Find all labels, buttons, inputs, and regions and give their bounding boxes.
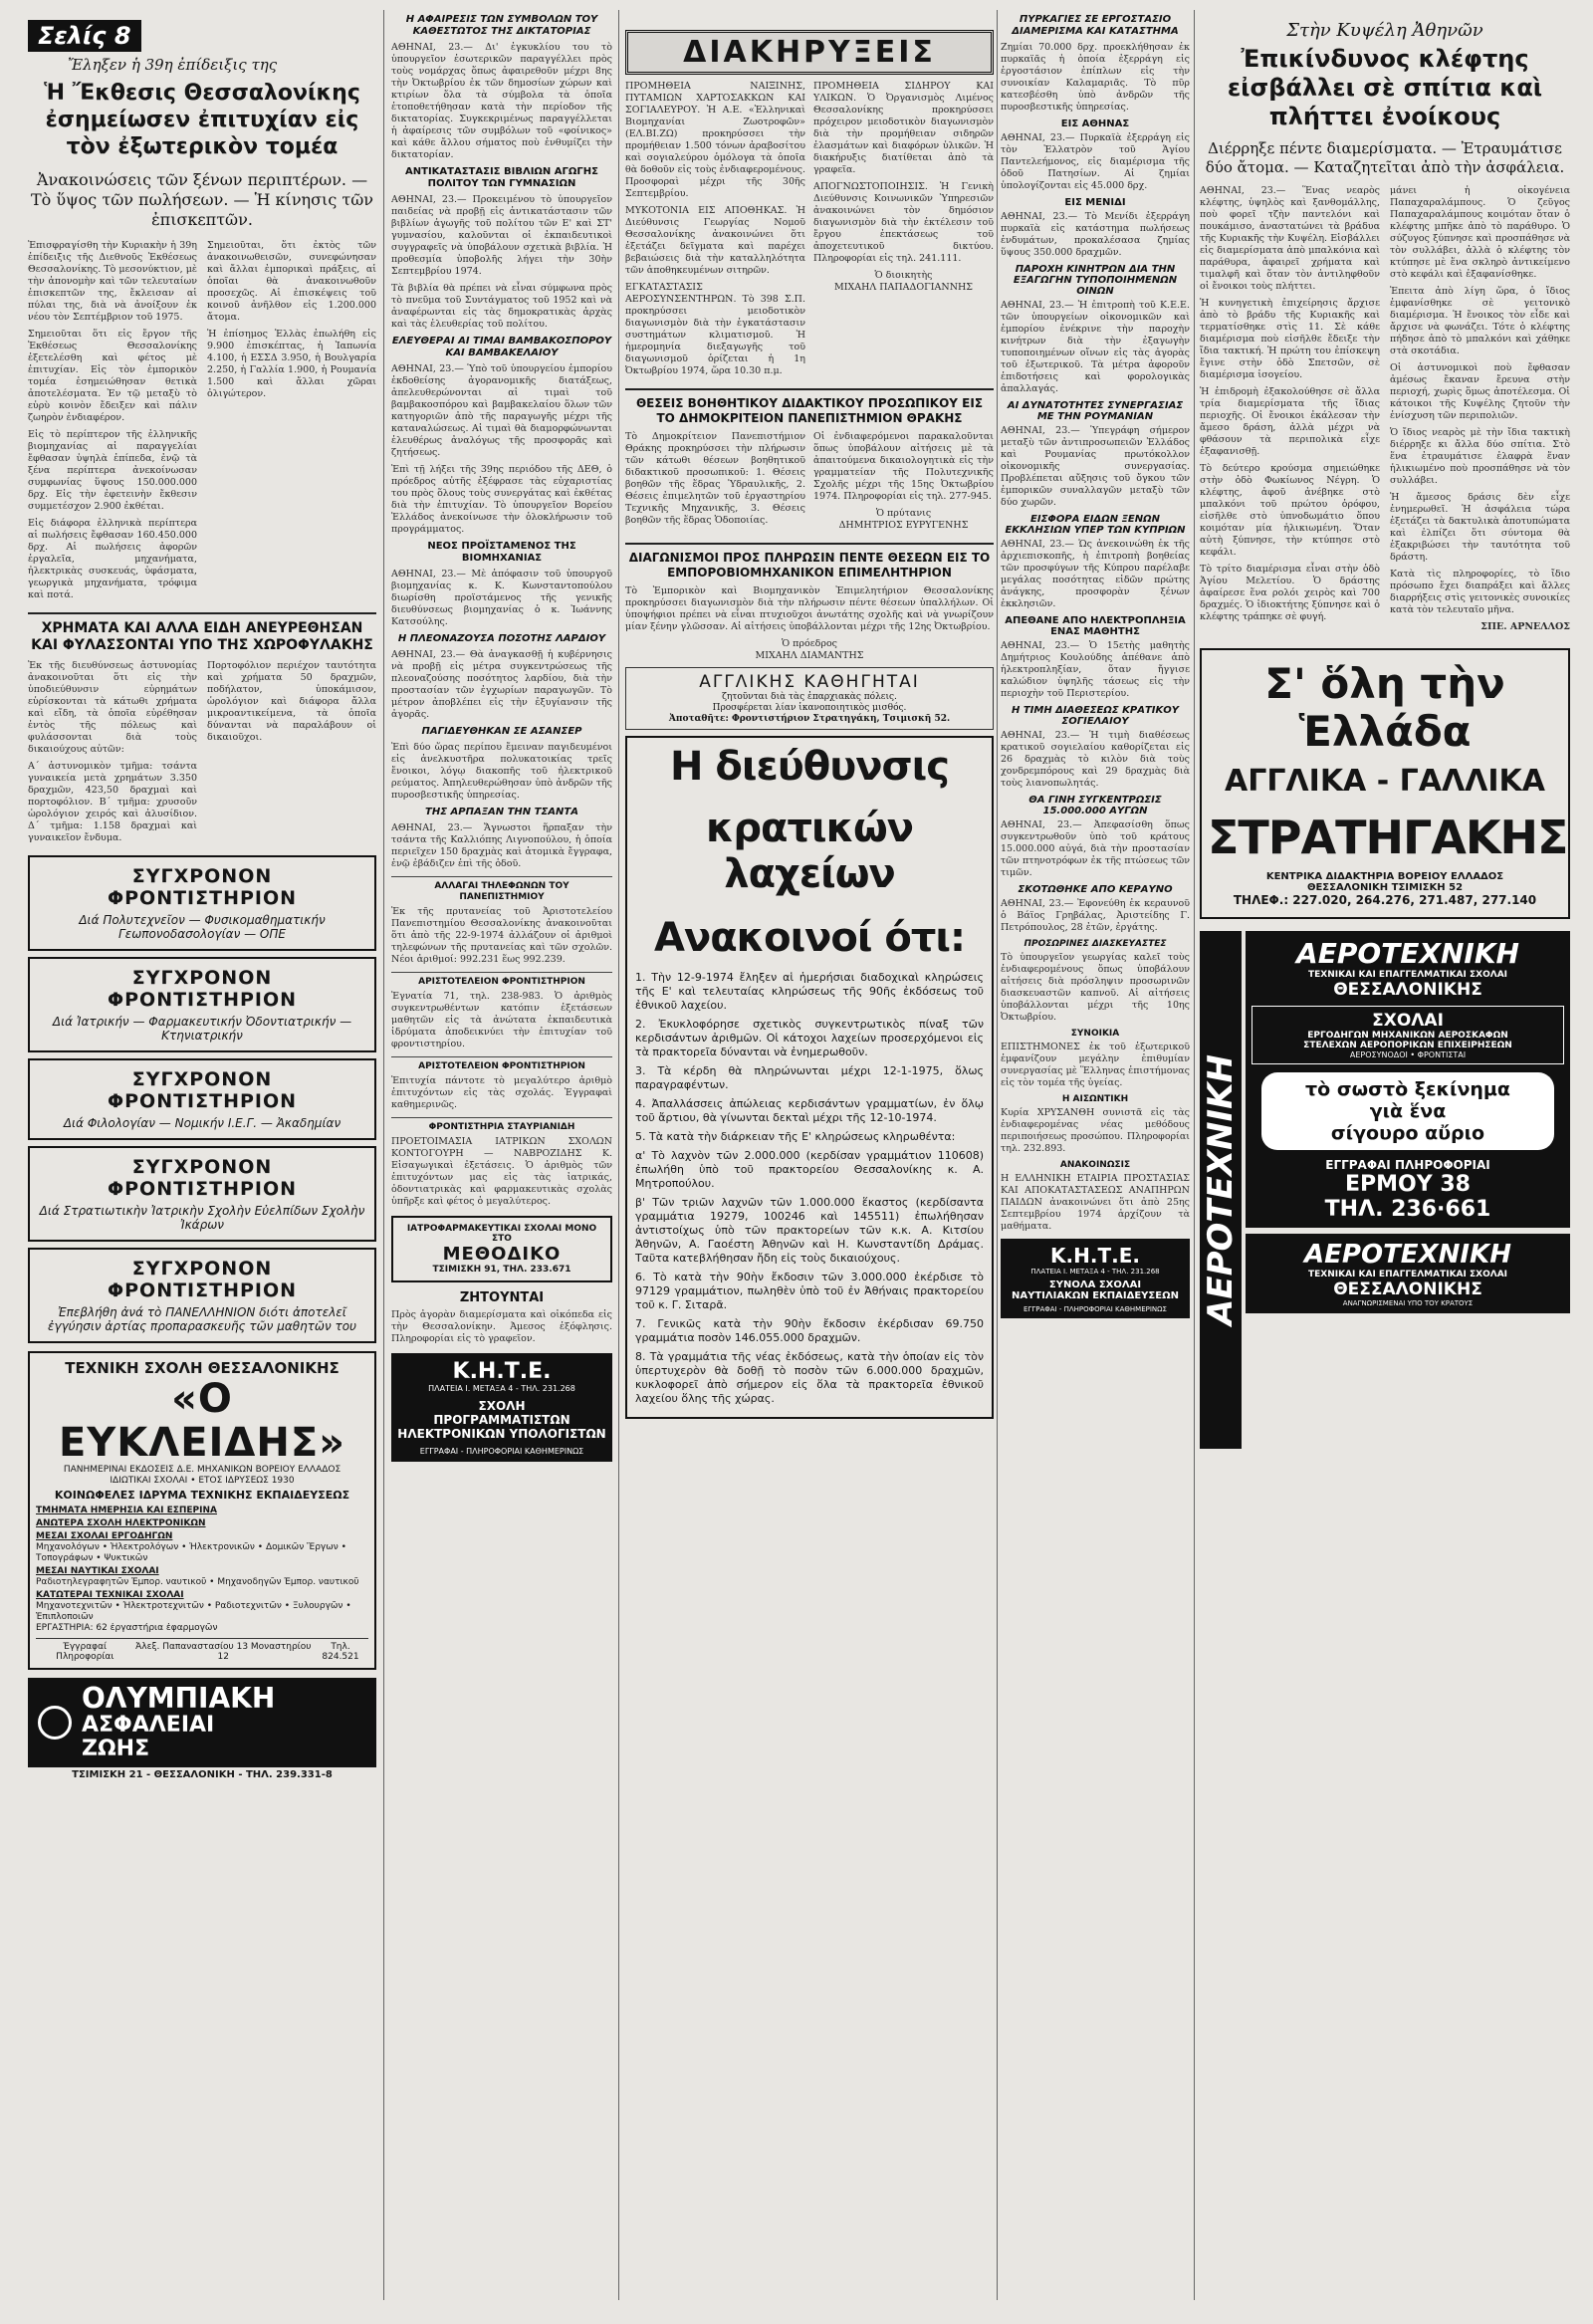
- lottery-item: 6. Τὸ κατὰ τὴν 90ὴν ἔκδοσιν τῶν 3.000.000 ἐκέρδισε τὸ 97129 γραμμάτιον, πωληθὲν ὑπὸ τοῦ ἐν Ἀθήναις πρακτορείου τοῦ κ. Γ. Σιταρᾶ.: [635, 1271, 984, 1311]
- article-headline: ΑΠΕΘΑΝΕ ΑΠΟ ΗΛΕΚΤΡΟΠΛΗΞΙΑ ΕΝΑΣ ΜΑΘΗΤΗΣ: [1005, 615, 1186, 637]
- frontistirion-line: Διά Φιλολογίαν — Νομικήν Ι.Ε.Γ. — Ἀκαδημίαν: [63, 1116, 341, 1130]
- article-headline: ΕΙΣ ΑΘΗΝΑΣ: [1060, 118, 1130, 129]
- paragraph: ΑΘΗΝΑΙ, 23.— Ἕνας νεαρὸς κλέφτης, ὑψηλὸς καὶ ξανθομάλλης, ποὺ φορεῖ τζὴν παντελόνι καὶ πουκάμισο, ἀναστατώνει τὰ βράδυα τῆς Κυριακῆς τὴν Κυψέλη. Εἰσβάλλει εἰς διαμερίσματα ἀπὸ μπαλκόνια καὶ παράθυρα, ἀφαιρεῖ χρήματα καὶ τιμαλφῆ καὶ ὅταν τὸν ἀντιληφθοῦν οἱ ἔνοικοι τοὺς πλήττει.: [1200, 185, 1380, 292]
- paragraph: Οἱ ἐνδιαφερόμενοι παρακαλοῦνται ὅπως ὑποβάλουν αἰτήσεις μὲ τὰ ἀπαιτούμενα δικαιολογητικὰ εἰς τὴν γραμματείαν τῆς Πολυτεχνικῆς Σχολῆς μέχρι τῆς 15ης Ὀκτωβρίου 1974. Πληροφορίαι εἰς τηλ. 277-945.: [813, 431, 994, 502]
- lottery-item: 2. Ἐκυκλοφόρησε σχετικὸς συγκεντρωτικὸς πίναξ τῶν κερδισάντων ἀριθμῶν. Οἱ κάτοχοι λαχείων προσερχόμενοι εἰς τὰ πρακτορεῖα δύνανται νὰ ἐνημερωθοῦν.: [635, 1018, 984, 1058]
- paragraph: Ἐπὶ τῇ λήξει τῆς 39ης περιόδου τῆς ΔΕΘ, ὁ πρόεδρος αὐτῆς ἐξέφρασε τὰς εὐχαριστίας του πρὸς ὅλους τοὺς συνεργάτας καὶ ἐκθέτας διὰ τὴν ἐπιτυχίαν. Τὸ ὑπουργεῖον Βορείου Ἑλλάδος ἀνεκοίνωσε τὴν ὁλοκλήρωσιν τοῦ προγράμματος.: [391, 464, 612, 535]
- aero-title: ΑΕΡΟΤΕΧΝΙΚΗ: [1304, 1240, 1511, 1270]
- aerotechniki-ad-2: [1246, 1234, 1570, 1313]
- deck: Διέρρηξε πέντε διαμερίσματα. — Ἐτραυμάτισε δύο ἄτομα. — Καταζητεῖται ἀπὸ τὴν ἀσφάλεια.: [1205, 139, 1565, 176]
- lottery-item: 5. Τὰ κατὰ τὴν διάρκειαν τῆς Ε' κληρώσεως κληρωθέντα:: [635, 1130, 956, 1143]
- eukleidis-tel: Τηλ. 824.521: [322, 1642, 359, 1662]
- signature: Ὁ διοικητὴς ΜΙΧΑΗΛ ΠΑΠΑΔΟΓΙΑΝΝΗΣ: [833, 270, 974, 293]
- article-columns: [28, 240, 376, 606]
- article-headline: ΑΝΤΙΚΑΤΑΣΤΑΣΙΣ ΒΙΒΛΙΩΝ ΑΓΩΓΗΣ ΠΟΛΙΤΟΥ ΤΩΝ ΓΥΜΝΑΣΙΩΝ: [405, 166, 598, 189]
- frontistirion-line: Διά Πολυτεχνεῖον — Φυσικομαθηματικήν Γεωπονοδασολογίαν — ΟΠΕ: [79, 913, 326, 941]
- eukleidis-heading: ΤΕΧΝΙΚΗ ΣΧΟΛΗ ΘΕΣΣΑΛΟΝΙΚΗΣ: [65, 1359, 340, 1377]
- paragraph: ΜΥΚΟΤΟΝΙΑ ΕΙΣ ΑΠΟΘΗΚΑΣ. Ἡ Διεύθυνσις Γεωργίας Νομοῦ Θεσσαλονίκης ἀνακοινώνει ὅτι ἐξετάζει δεῖγματα καὶ παρέχει βεβαιώσεις διὰ τὴν καταλληλότητα τῶν ἀποθηκευμένων σιτηρῶν.: [625, 205, 805, 276]
- olympiaki-ad: [28, 1678, 376, 1767]
- ad-line: Προσφέρεται λίαν ἱκανοποιητικὸς μισθός.: [712, 703, 907, 713]
- column-3: [625, 0, 994, 2324]
- column-divider: [618, 10, 619, 2300]
- paragraph: Εἰς τὸ περίπτερον τῆς ἑλληνικῆς βιομηχανίας αἱ παραγγελίαι ἔφθασαν ὑψηλὰ ἐπίπεδα, ἐνῷ τὰ ξένα περίπτερα ἀνεκοίνωσαν συμφωνίας ὕψους 150.000.000 δρχ. Εἰς τὴν ἐφετεινὴν ἔκθεσιν συμμετέσχον 2.900 ἐκθέται.: [28, 429, 197, 512]
- paragraph: ΑΘΗΝΑΙ, 23.— Πυρκαϊὰ ἐξερράγη εἰς τὸν Ἐλλατρὸν τοῦ Ἁγίου Παντελεήμονος, εἰς διαμέρισμα τῆς ὁδοῦ Πατησίων. Αἱ ζημίαι ὑπολογίζονται εἰς 45.000 δρχ.: [1001, 132, 1190, 191]
- paragraph: ΕΓΚΑΤΑΣΤΑΣΙΣ ΑΕΡΟΣΥΝΣΕΝΤΗΡΩΝ. Τὸ 398 Σ.Π. προκηρύσσει μειοδοτικὸν διαγωνισμὸν διὰ τὴν ἐγκατάστασιν συστημάτων κλιματισμοῦ. Ἡ ἡμερομηνία διεξαγωγῆς τοῦ διαγωνισμοῦ ὁρίζεται ἡ 1η Ὀκτωβρίου 1974, ὥρα 10.30 π.μ.: [625, 282, 805, 376]
- iatro-address: ΤΣΙΜΙΣΚΗ 91, ΤΗΛ. 233.671: [432, 1265, 571, 1275]
- paragraph: ΑΘΗΝΑΙ, 23.— Δι' ἐγκυκλίου του τὸ ὑπουργεῖον ἐσωτερικῶν παραγγέλλει πρὸς τοὺς νομάρχας ὅπως ἀφαιρεθοῦν μέχρι 8ης τὴν Ὀκτωβρίου ἐκ τῶν δημοσίων χώρων καὶ κτιρίων ὅλα τὰ σύμβολα τὰ ὁποῖα ἐτοποθετήθησαν κατὰ τὴν περίοδον τῆς δικτατορίας. Συγκεκριμένως παραγγέλλεται ἡ ἀφαίρεσις τῶν συμβόλων τοῦ «φοίνικος» καὶ κάθε ἄλλου σήματος ποὺ ἐνθυμίζει τὴν δικτατορίαν.: [391, 42, 612, 160]
- announcement-body: Ἐκ τῆς πρυτανείας τοῦ Ἀριστοτελείου Πανεπιστημίου Θεσσαλονίκης ἀνακοινοῦται ὅτι ἀπὸ τῆς 22-9-1974 ἀλλάζουν οἱ ἀριθμοὶ τηλεφώνων τῆς πρυτανείας καὶ τῶν σχολῶν. Νέοι ἀριθμοί: 992.231 ἕως 992.239.: [391, 906, 612, 965]
- paragraph: Οἱ ἀστυνομικοὶ ποὺ ἔφθασαν ἀμέσως ἔκαναν ἔρευνα στὴν περιοχή, χωρὶς ὅμως ἀποτέλεσμα. Οἱ κάτοικοι τῆς Κυψέλης ζητοῦν τὴν ἐνίσχυση τῶν περιπολιῶν.: [1390, 362, 1570, 421]
- paragraph: Τὸ ὑπουργεῖον γεωργίας καλεῖ τοὺς ἐνδιαφερομένους ὅπως ὑποβάλουν αἰτήσεις διὰ πρόσληψιν προσωρινῶν διασκευαστῶν καπνοῦ. Αἱ αἰτήσεις ὑποβάλλονται μέχρι τῆς 10ης Ὀκτωβρίου.: [1001, 952, 1190, 1023]
- article-headline: ΤΗΣ ΑΡΠΑΞΑΝ ΤΗΝ ΤΣΑΝΤΑ: [425, 807, 578, 817]
- lottery-item: 1. Τὴν 12-9-1974 ἔληξεν αἱ ἡμερήσιαι διαδοχικαὶ κληρώσεις τῆς Ε' καὶ τελευταίας κληρώσεως τῆς 90ῆς ἐκδόσεως τοῦ ἐθνικοῦ λαχείου.: [635, 971, 984, 1012]
- aero-line: τὸ σωστὸ ξεκίνημα: [1305, 1078, 1510, 1100]
- ad-title: ΑΓΓΛΙΚΗΣ ΚΑΘΗΓΗΤΑΙ: [699, 672, 920, 692]
- announcement-title: ΑΛΛΑΓΑΙ ΤΗΛΕΦΩΝΩΝ ΤΟΥ ΠΑΝΕΠΙΣΤΗΜΙΟΥ: [434, 881, 569, 902]
- aero-sub: ΤΕΧΝΙΚΑΙ ΚΑΙ ΕΠΑΓΓΕΛΜΑΤΙΚΑΙ ΣΧΟΛΑΙ: [1307, 970, 1508, 980]
- eukleidis-sub: ΠΑΝΗΜΕΡΙΝΑΙ ΕΚΔΟΣΕΙΣ Δ.Ε. ΜΗΧΑΝΙΚΩΝ ΒΟΡΕΙΟΥ ΕΛΛΑΔΟΣ: [63, 1465, 341, 1475]
- aero-line: ΕΓΓΡΑΦΑΙ ΠΛΗΡΟΦΟΡΙΑΙ: [1325, 1158, 1490, 1172]
- lottery-item: 7. Γενικῶς κατὰ τὴν 90ὴν ἔκδοσιν ἐκέρδισαν 69.750 γραμμάτια ποσὸν 146.055.000 δραχμῶν.: [635, 1317, 984, 1344]
- olympiaki-title: ΟΛΥΜΠΙΑΚΗ: [82, 1682, 276, 1715]
- paragraph: Ἐπὶ δύο ὥρας περίπου ἔμειναν παγιδευμένοι εἰς ἀνελκυστῆρα πολυκατοικίας τρεῖς ἔνοικοι, λόγῳ διακοπῆς τοῦ ἠλεκτρικοῦ ρεύματος. Ἀπηλευθερώθησαν ὑπὸ ἀνδρῶν τῆς πυροσβεστικῆς ὑπηρεσίας.: [391, 742, 612, 801]
- aerotechniki-ad: [1246, 931, 1570, 1228]
- eukleidis-list: [36, 1506, 368, 1634]
- lottery-item: 4. Ἀπαλλάσσεις ἀπώλειας κερδισάντων γραμματίων, ἐν ὅλῳ τοῦ ἄρτιου, θὰ γίνωνται δεκταὶ μέχρι τῆς 12-10-1974.: [635, 1097, 984, 1124]
- announcement-body: Ἐγνατία 71, τηλ. 238-983. Ὁ ἀριθμὸς συγκεντρωθέντων κατόπιν ἐξετάσεων μαθητῶν εἰς τὰ ἀνώτατα ἐκπαιδευτικὰ ἱδρύματα ἀποδεικνύει τὴν ἐπιτυχίαν τοῦ φροντιστηρίου.: [391, 991, 612, 1049]
- eukleidis-row: ΑΝΩΤΕΡΑ ΣΧΟΛΗ ΗΛΕΚΤΡΟΝΙΚΩΝ: [36, 1518, 206, 1528]
- eukleidis-sub: ΚΟΙΝΩΦΕΛΕΣ ΙΔΡΥΜΑ ΤΕΧΝΙΚΗΣ ΕΚΠΑΙΔΕΥΣΕΩΣ: [54, 1489, 350, 1502]
- paragraph: Ἐπισφραγίσθη τὴν Κυριακὴν ἡ 39η ἐπίδειξις τῆς Διεθνοῦς Ἐκθέσεως Θεσσαλονίκης. Τὸ μεσονύκτιον, μὲ τὴν ἀπονομὴν καὶ τῶν τελευταίων ἐπισκεπτῶν της, ἔκλεισαν αἱ πύλαι της, διὰ νὰ ἀνοίξουν ἐκ νέου τὸν Σεπτέμβριον τοῦ 1975.: [28, 240, 197, 323]
- ad-line: ΤΗΛΕΦ.: 227.020, 264.276, 271.487, 277.140: [1233, 893, 1537, 907]
- aero-line: ΕΡΓΟΔΗΓΩΝ ΜΗΧΑΝΙΚΩΝ ΑΕΡΟΣΚΑΦΩΝ: [1307, 1031, 1508, 1041]
- paragraph: Α΄ ἀστυνομικὸν τμῆμα: τσάντα γυναικεία μετὰ χρημάτων 3.350 δραχμῶν, 423,50 δραχμαὶ καὶ πορτοφόλιον. Β΄ τμῆμα: χρυσοῦν ὡρολόγιον χειρός καὶ ἀλυσίδιον. Δ΄ τμῆμα: 1.158 δραχμαὶ καὶ γυναικεῖον ἔνδυμα.: [28, 761, 197, 843]
- paragraph: Εἰς διάφορα ἑλληνικὰ περίπτερα αἱ πωλήσεις ἔφθασαν 160.450.000 δρχ. Αἱ πωλήσεις ἀφορῶν ἐργαλεῖα, μηχανήματα, ἠλεκτρικὰς συσκευάς, ὑφάσματα, γεωργικὰ μηχανήματα, τρόφιμα καὶ ποτά.: [28, 518, 197, 600]
- paragraph: ΑΘΗΝΑΙ, 23.— Μὲ ἀπόφασιν τοῦ ὑπουργοῦ βιομηχανίας κ. Κ. Κωνσταντοπούλου διωρίσθη προϊστάμενος τῆς γενικῆς διευθύνσεως βιομηχανίας ὁ κ. Ἰωάννης Κατσούλης.: [391, 569, 612, 627]
- aero-line: γιὰ ἕνα: [1369, 1100, 1447, 1122]
- ad-line: ΚΕΝΤΡΙΚΑ ΔΙΔΑΚΤΗΡΙΑ ΒΟΡΕΙΟΥ ΕΛΛΑΔΟΣ: [1265, 871, 1504, 882]
- ad-line: ΘΕΣΣΑΛΟΝΙΚΗ ΤΣΙΜΙΣΚΗ 52: [1306, 882, 1464, 893]
- lottery-items: [635, 971, 984, 1406]
- aero-footer: ΑΝΑΓΝΩΡΙΣΜΕΝΑΙ ΥΠΟ ΤΟΥ ΚΡΑΤΟΥΣ: [1342, 1299, 1474, 1307]
- announcement-title: ΑΡΙΣΤΟΤΕΛΕΙΟΝ ΦΡΟΝΤΙΣΤΗΡΙΟΝ: [418, 1061, 585, 1071]
- aero-title: ΑΕΡΟΤΕΧΝΙΚΗ: [1296, 937, 1519, 970]
- frontistirion-ad: [28, 1058, 376, 1140]
- frontistirion-title: ΣΥΓΧΡΟΝΟΝ ΦΡΟΝΤΙΣΤΗΡΙΟΝ: [107, 1068, 298, 1112]
- paragraph: ΑΘΗΝΑΙ, 23.— Ὑπὸ τοῦ ὑπουργείου ἐμπορίου ἐκδοθείσης ἀγορανομικῆς διατάξεως, ἀπελευθερώνονται αἱ τιμαὶ τοῦ βαμβακοσπόρου καὶ βαμβακελαίου ὅλων τῶν κατηγοριῶν ἀπὸ τῆς παραγωγῆς μέχρι τῆς καταναλώσεως. Αἱ τιμαὶ θὰ διαμορφώνωνται ἐλευθέρως ἀναλόγως τῆς προσφορᾶς καὶ ζητήσεως.: [391, 363, 612, 458]
- paragraph: ΑΘΗΝΑΙ, 23.— Ἐφονεύθη ἐκ κεραυνοῦ ὁ Βάϊος Γρηβάλας, Ἀριστείδης Γ. Πετρόπουλος, 28 ἐτῶν, ἐργάτης.: [1001, 898, 1190, 933]
- article-headline: Η ΑΦΑΙΡΕΣΙΣ ΤΩΝ ΣΥΜΒΟΛΩΝ ΤΟΥ ΚΑΘΕΣΤΩΤΟΣ ΤΗΣ ΔΙΚΤΑΤΟΡΙΑΣ: [405, 14, 598, 37]
- paragraph: Σημειοῦται ὅτι εἰς ἔργον τῆς Ἐκθέσεως Θεσσαλονίκης ἐξετελέσθη καὶ φέτος μὲ ἐπιτυχίαν. Εἰς τὸν ἐμπορικὸν τομέα ἐσημειώθησαν θετικὰ ἀποτελέσματα. Ἐν τῷ μεταξὺ τὸ εὐρὺ κοινὸν ἔδειξεν καὶ πάλιν ζωηρὸν ἐνδιαφέρον.: [28, 329, 197, 423]
- paragraph: Ἐπειτα ἀπὸ λίγη ὥρα, ὁ ἴδιος ἐμφανίσθηκε σὲ γειτονικὸ διαμέρισμα. Ἡ ἔνοικος τὸν εἶδε καὶ ἄρχισε νὰ φωνάζει. Τότε ὁ κλέφτης πήδησε ἀπὸ τὸ μπαλκόνι καὶ χάθηκε στὰ σκοτάδια.: [1390, 286, 1570, 356]
- column-4: [1200, 0, 1570, 2324]
- iatro-ad: [391, 1216, 612, 1282]
- aerotechniki-vertical: ΑΕΡΟΤΕΧΝΙΚΗ: [1200, 931, 1242, 1449]
- khte-line: ΝΑΥΤΙΛΙΑΚΩΝ ΕΚΠΑΙΔΕΥΣΕΩΝ: [1012, 1290, 1179, 1301]
- section-tag: Σελίς 8: [28, 20, 141, 52]
- aero-line: ΕΡΜΟΥ 38: [1345, 1172, 1471, 1197]
- paragraph: Ἡ ἄμεσος δράσις δὲν εἶχε ἐνημερωθεῖ. Ἡ ἀσφάλεια τώρα ἐξετάζει τὰ δακτυλικὰ ἀποτυπώματα καὶ ἐλπίζει ὅτι σύντομα θὰ ἐξακριβώσει τὴν ταυτότητα τοῦ δράστη.: [1390, 492, 1570, 563]
- paragraph: μάνει ἡ οἰκογένεια Παπαχαραλάμπους. Ὁ ζεῦγος Παπαχαραλάμπους κοιμόταν ὅταν ὁ κλέφτης μπῆκε ἀπὸ τὸ παράθυρο. Ὁ σύζυγος ξύπνησε καὶ προσπάθησε νὰ τὸν συλλάβει, ἀλλὰ ὁ κλέφτης τὸν κτύπησε μὲ ἕνα σκληρὸ ἀντικείμενο στὸ κεφάλι καὶ ἐξαφανίσθηκε.: [1390, 185, 1570, 280]
- aero-slogan: [1261, 1072, 1554, 1150]
- frontistirion-title: ΣΥΓΧΡΟΝΟΝ ΦΡΟΝΤΙΣΤΗΡΙΟΝ: [107, 967, 298, 1011]
- paragraph: Η ΕΛΛΗΝΙΚΗ ΕΤΑΙΡΙΑ ΠΡΟΣΤΑΣΙΑΣ ΚΑΙ ΑΠΟΚΑΤΑΣΤΑΣΕΩΣ ΑΝΑΠΗΡΩΝ ΠΑΙΔΩΝ ἀνακοινώνει ὅτι ἀπὸ 25ης Σεπτεμβρίου 1974 ἀρχίζουν τὰ μαθήματα.: [1001, 1173, 1190, 1232]
- paragraph: ΠΡΟΜΗΘΕΙΑ ΣΙΔΗΡΟΥ ΚΑΙ ΥΛΙΚΩΝ. Ὁ Ὀργανισμὸς Λιμένος Θεσσαλονίκης προκηρύσσει πρόχειρον μειοδοτικὸν διαγωνισμὸν διὰ τὴν προμήθειαν σιδηρῶν ἐλασμάτων καὶ διαφόρων ὑλικῶν. Ἡ διακήρυξις διατίθεται ἀπὸ τὰ γραφεῖα.: [813, 81, 994, 175]
- article-headline: ΠΑΡΟΧΗ ΚΙΝΗΤΡΩΝ ΔΙΑ ΤΗΝ ΕΞΑΓΩΓΗΝ ΤΥΠΟΠΟΙΗΜΕΝΩΝ ΟΙΝΩΝ: [1013, 264, 1178, 297]
- khte-title: Κ.Η.Τ.Ε.: [452, 1359, 552, 1384]
- article-headline: ΕΙΣ ΜΕΝΙΔΙ: [1064, 197, 1126, 208]
- paragraph: ΑΘΗΝΑΙ, 23.— Ἄγνωστοι ἥρπαξαν τὴν τσάντα τῆς Καλλιόπης Λιγνοπούλου, ἡ ὁποία περιεῖχεν 150 δραχμὰς καὶ ἀτομικὰ ἔγγραφα, ἐνῷ ἐβάδιζεν ἐπὶ τῆς ὁδοῦ.: [391, 822, 612, 869]
- eukleidis-ad: [28, 1351, 376, 1670]
- lottery-item: 8. Τὰ γραμμάτια τῆς νέας ἐκδόσεως, κατὰ τὴν ὁποίαν εἰς τὸν ὑπερτυχερὸν θὰ δοθῇ τὸ ποσὸν τῶν 6.000.000 δραχμῶν, κυκλοφορεῖ ἀπὸ σήμερον εἰς ὅλα τὰ πρακτορεῖα ἐθνικοῦ λαχείου ὅλης τῆς χώρας.: [635, 1350, 984, 1405]
- khte-line: ΣΧΟΛΗ: [478, 1399, 526, 1413]
- announcement-body: ΠΡΟΕΤΟΙΜΑΣΙΑ ΙΑΤΡΙΚΩΝ ΣΧΟΛΩΝ ΚΟΝΤΟΓΟΥΡΗ — ΝΑΒΡΟΖΙΔΗΣ Κ. Εἰσαγωγικαὶ ἐξετάσεις. Ὁ ἀριθμὸς τῶν ἐπιτυχόντων μας εἰς τὰς ἰατρικάς, ὀδοντιατρικὰς καὶ φαρμακευτικὰς σχολὰς ὑπῆρξε καὶ φέτος ὁ μεγαλύτερος.: [391, 1136, 612, 1207]
- column-1: [28, 0, 376, 2324]
- article-headline: ΧΡΗΜΑΤΑ ΚΑΙ ΑΛΛΑ ΕΙΔΗ ΑΝΕΥΡΕΘΗΣΑΝ ΚΑΙ ΦΥΛΑΣΣΟΝΤΑΙ ΥΠΟ ΤΗΣ ΧΩΡΟΦΥΛΑΚΗΣ: [31, 620, 373, 653]
- announcement: [391, 1056, 612, 1111]
- frontistirion-ad: [28, 855, 376, 951]
- khte-ad-2: [1001, 1239, 1190, 1318]
- ad-line: Σ' ὅλη τὴν: [1264, 659, 1505, 708]
- paragraph: Κυρία ΧΡΥΣΑΝΘΗ συνιστᾶ εἰς τὰς ἐνδιαφερομένας νέας μεθόδους περιποιήσεως προσώπου. Πληροφορίαι τηλ. 232.893.: [1001, 1107, 1190, 1154]
- paragraph: Τὸ τρίτο διαμέρισμα εἶναι στὴν ὁδὸ Ἀγίου Μελετίου. Ὁ δράστης ἀφαίρεσε ἕνα ρολόι χειρὸς καὶ 700 δραχμές. Ὁ ἰδιοκτήτης ξύπνησε καὶ ὁ κλέφτης τράπηκε σὲ φυγή.: [1200, 564, 1380, 622]
- article-headline: ΕΙΣΦΟΡΑ ΕΙΔΩΝ ΞΕΝΩΝ ΕΚΚΛΗΣΙΩΝ ΥΠΕΡ ΤΩΝ ΚΥΠΡΙΩΝ: [1005, 514, 1186, 536]
- khte-line: ΕΓΓΡΑΦΑΙ - ΠΛΗΡΟΦΟΡΙΑΙ ΚΑΘΗΜΕΡΙΝΩΣ: [1024, 1305, 1167, 1313]
- eukleidis-row: ΤΜΗΜΑΤΑ ΗΜΕΡΗΣΙΑ ΚΑΙ ΕΣΠΕΡΙΝΑ: [36, 1506, 217, 1515]
- signature: ΣΠΕ. ΑΡΝΕΛΛΟΣ: [1480, 621, 1570, 632]
- frontistirion-ad: [28, 1146, 376, 1242]
- paragraph: ΑΘΗΝΑΙ, 23.— Τὸ Μενίδι ἐξερράγη πυρκαϊὰ εἰς κατάστημα πωλήσεως ἐνδυμάτων, προκαλέσασα ζημίας ὕψους 350.000 δραχμῶν.: [1001, 211, 1190, 258]
- ad-line: ζητοῦνται διὰ τὰς ἐπαρχιακὰς πόλεις.: [722, 692, 897, 702]
- olympic-rings-icon: [38, 1706, 72, 1740]
- eukleidis-row: ΚΑΤΩΤΕΡΑΙ ΤΕΧΝΙΚΑΙ ΣΧΟΛΑΙ: [36, 1590, 184, 1600]
- khte-title: Κ.Η.Τ.Ε.: [1050, 1244, 1140, 1268]
- eukleidis-row: ΜΕΣΑΙ ΝΑΥΤΙΚΑΙ ΣΧΟΛΑΙ: [36, 1566, 159, 1576]
- olympiaki-sub: ΖΩΗΣ: [82, 1737, 150, 1761]
- deck: Ἀνακοινώσεις τῶν ξένων περιπτέρων. — Τὸ ὕψος τῶν πωλήσεων. — Ἡ κίνησις τῶν ἐπισκεπτῶν.: [31, 170, 373, 229]
- eukleidis-row: Μηχανολόγων • Ἠλεκτρολόγων • Ἠλεκτρονικῶν • Δομικῶν Ἔργων • Τοπογράφων • Ψυκτικῶν: [36, 1542, 346, 1563]
- article-headline: ΑΝΑΚΟΙΝΩΣΙΣ: [1059, 1160, 1131, 1170]
- article-headline: Η ΠΛΕΟΝΑΖΟΥΣΑ ΠΟΣΟΤΗΣ ΛΑΡΔΙΟΥ: [397, 633, 606, 644]
- article-headline: ΔΙΑΓΩΝΙΣΜΟΙ ΠΡΟΣ ΠΛΗΡΩΣΙΝ ΠΕΝΤΕ ΘΕΣΕΩΝ ΕΙΣ ΤΟ ΕΜΠΟΡΟΒΙΟΜΗΧΑΝΙΚΟΝ ΕΠΙΜΕΛΗΤΗΡΙΟΝ: [628, 551, 991, 580]
- paragraph: Ζημίαι 70.000 δρχ. προεκλήθησαν ἐκ πυρκαϊᾶς ἡ ὁποία ἐξερράγη εἰς ἐργοστάσιον ἐπίπλων εἰς τὴν συνοικίαν Καλαμαριᾶς. Τὸ πῦρ κατεσβέσθη ὑπὸ ἀνδρῶν τῆς πυροσβεστικῆς ὑπηρεσίας.: [1001, 42, 1190, 113]
- kicker: Στὴν Κυψέλη Ἀθηνῶν: [1286, 20, 1483, 41]
- paragraph: ΑΘΗΝΑΙ, 23.— Θὰ ἀναγκασθῇ ἡ κυβέρνησις νὰ προβῇ εἰς μέτρα συγκεντρώσεως τῆς πλεοναζούσης ποσότητος λαρδίου, διὰ τὴν προστασίαν τῶν ἐγχωρίων παραγωγῶν. Τὸ μέτρον ἀποβλέπει εἰς τὴν ἐξυγίανσιν τῆς ἀγορᾶς.: [391, 649, 612, 720]
- khte-line: ΣΥΝΟΛΑ ΣΧΟΛΑΙ: [1048, 1279, 1142, 1290]
- paragraph: Τὸ δεύτερο κρούσμα σημειώθηκε στὴν ὁδὸ Φωκίωνος Νέγρη. Ὁ κλέφτης, ἀφοῦ ἀνέβηκε στὸ μπαλκόνι τοῦ πρώτου ὀρόφου, εἰσῆλθε στὸ ὑπνοδωμάτιο ὅπου κοιμόταν μία ἡλικιωμένη. Ὅταν αὐτὴ ξύπνησε, τὴν κτύπησε στὸ κεφάλι.: [1200, 463, 1380, 558]
- khte-address: ΠΛΑΤΕΙΑ Ι. ΜΕΤΑΞΑ 4 - ΤΗΛ. 231.268: [428, 1384, 575, 1393]
- olympiaki-address: ΤΣΙΜΙΣΚΗ 21 - ΘΕΣΣΑΛΟΝΙΚΗ - ΤΗΛ. 239.331-8: [72, 1769, 333, 1780]
- aero-line: ΣΤΕΛΕΧΩΝ ΑΕΡΟΠΟΡΙΚΩΝ ΕΠΙΧΕΙΡΗΣΕΩΝ: [1303, 1041, 1512, 1050]
- aero-line: ΑΕΡΟΣΥΝΟΔΟΙ • ΦΡΟΝΤΙΣΤΑΙ: [1349, 1050, 1467, 1059]
- article-headline: ΝΕΟΣ ΠΡΟΪΣΤΑΜΕΝΟΣ ΤΗΣ ΒΙΟΜΗΧΑΝΙΑΣ: [427, 541, 576, 564]
- frontistirion-title: ΣΥΓΧΡΟΝΟΝ ΦΡΟΝΤΙΣΤΗΡΙΟΝ: [107, 1156, 298, 1200]
- announcement: [391, 876, 612, 966]
- aero-line: ΤΗΛ. 236·661: [1324, 1197, 1491, 1222]
- paragraph: Ἡ ἐπίσημος Ἑλλὰς ἐπωλήθη εἰς 9.900 ἐπισκέπτας, ἡ Ἰαπωνία 4.100, ἡ ΕΣΣΔ 3.950, ἡ Βουλγαρία 2.250, ἡ Γαλλία 1.900, ἡ Ρουμανία 1.500 καὶ ἄλλαι χῶραι ὀλιγώτερον.: [207, 329, 376, 399]
- column-divider: [383, 10, 384, 2300]
- ad-line: Ἑλλάδα: [1298, 707, 1472, 756]
- paragraph: ΑΘΗΝΑΙ, 23.— Ὁ 15ετὴς μαθητὴς Δημήτριος Κουλούδης ἀπέθανε ἀπὸ ἡλεκτροπληξίαν, ὅταν ἤγγισε καλώδιον ὑψηλῆς τάσεως εἰς τὴν περιοχὴν τοῦ Περιστερίου.: [1001, 640, 1190, 699]
- eukleidis-row: Ραδιοτηλεγραφητῶν Ἐμπορ. ναυτικοῦ • Μηχανοδηγῶν Ἐμπορ. ναυτικοῦ: [36, 1577, 359, 1587]
- aero-city: ΘΕΣΣΑΛΟΝΙΚΗΣ: [1333, 980, 1482, 1000]
- lottery-title: Η διεύθυνσις: [670, 744, 949, 790]
- eukleidis-name: «Ο ΕΥΚΛΕΙΔΗΣ»: [58, 1376, 346, 1466]
- article-headline: ΕΛΕΥΘΕΡΑΙ ΑΙ ΤΙΜΑΙ ΒΑΜΒΑΚΟΣΠΟΡΟΥ ΚΑΙ ΒΑΜΒΑΚΕΛΑΙΟΥ: [391, 336, 612, 358]
- column-divider: [997, 10, 998, 2300]
- frontistirion-line: Διά Ἰατρικήν — Φαρμακευτικήν Ὀδοντιατρικήν — Κτηνιατρικήν: [52, 1015, 352, 1043]
- paragraph: Ἡ κυνηγετικὴ ἐπιχείρησις ἄρχισε ἀπὸ τὸ βράδυ τῆς Κυριακῆς καὶ τερματίσθηκε στὶς 11. Σὲ κάθε διαμέρισμα ποὺ εἰσῆλθε ἔδειξε τὴν ἴδια τακτική. Ἡ πρώτη του ἐπίσκεψη ἔγινε στὴν ὁδὸ Σπετσῶν, σὲ διαμέρισμα ἰσογείου.: [1200, 298, 1380, 380]
- eukleidis-addr-label: Ἐγγραφαί Πληροφορίαι: [56, 1642, 114, 1662]
- paragraph: Πορτοφόλιον περιέχον ταυτότητα καὶ χρήματα 50 δραχμῶν, ποδήλατον, ὑποκάμισον, ὡρολόγιον καὶ διάφορα ἄλλα μικροαντικείμενα, τὰ ὁποῖα δύνανται νὰ παραλάβουν οἱ δικαιοῦχοι.: [207, 660, 376, 743]
- aero-line: σίγουρο αὔριο: [1330, 1122, 1485, 1144]
- paragraph: Κατὰ τὶς πληροφορίες, τὸ ἴδιο πρόσωπο ἔχει διαπράξει καὶ ἄλλες διαρρήξεις στὶς γειτονικὲς συνοικίες κατὰ τὸν τελευταῖο μῆνα.: [1390, 569, 1570, 615]
- aero-box: [1252, 1006, 1564, 1064]
- article-headline: ΣΥΝΟΙΚΙΑ: [1070, 1029, 1120, 1039]
- lottery-item: β' Τῶν τριῶν λαχνῶν τῶν 1.000.000 ἕκαστος (κερδίσαντα γραμμάτια 19279, 100246 καὶ 145511) ἐπωλήθησαν ἀντιστοίχως ὑπὸ τῶν πρακτορείων τῶν κ.κ. Α. Κιτσίου Ἀθηνῶν, Α. Γαοέστη Ἀθηνῶν καὶ Η. Κωνσταντίδη Δράμας. Ταῦτα κατεβλήθησαν ἤδη εἰς τοὺς δικαιούχους.: [635, 1196, 984, 1265]
- lottery-title: κρατικών λαχείων: [705, 806, 914, 897]
- paragraph: ΠΡΟΜΗΘΕΙΑ ΝΑΙΞΙΝΗΣ, ΠΥΤΑΜΙΩΝ ΧΑΡΤΟΣΑΚΚΩΝ ΚΑΙ ΣΟΓΙΑΛΕΥΡΟΥ. Ἡ Α.Ε. «Ἑλληνικαὶ Βιομηχανίαι Ζωοτροφῶν» (ΕΛ.ΒΙ.ΖΩ) προκηρύσσει τὴν προμήθειαν 1.500 τόνων ἀραβοσίτου καὶ σογιαλεύρου ὁμόλογα τὰ ὁποῖα θὰ δοθοῦν εἰς τοὺς ἐνδιαφερομένους. Προσφοραὶ μέχρι τῆς 30ῆς Σεπτεμβρίου.: [625, 81, 805, 199]
- frontistirion-title: ΣΥΓΧΡΟΝΟΝ ΦΡΟΝΤΙΣΤΗΡΙΟΝ: [107, 865, 298, 909]
- paragraph: Τὸ Δημοκρίτειον Πανεπιστήμιον Θράκης προκηρύσσει τὴν πλήρωσιν τῶν κάτωθι θέσεων βοηθητικοῦ διδακτικοῦ προσωπικοῦ: 1. Θέσεις βοηθῶν τῆς ἕδρας Ὑδραυλικῆς, 2. Θέσεις ἐπιμελητῶν τοῦ ἐργαστηρίου Τεχνικῆς Μηχανικῆς, 3. Θέσεις βοηθῶν τῆς ἕδρας Ὁδοποιίας.: [625, 431, 805, 526]
- kicker: Ἔληξεν ἡ 39η ἐπίδειξις της: [68, 56, 278, 74]
- paragraph: Πρὸς ἀγορὰν διαμερίσματα καὶ οἰκόπεδα εἰς τὴν Θεσσαλονίκην. Ἀμεσος ἐξόφλησις. Πληροφορίαι εἰς τὸ γραφεῖον.: [391, 1309, 612, 1344]
- announcements: [391, 876, 612, 1208]
- khte-address: ΠΛΑΤΕΙΑ Ι. ΜΕΤΑΞΑ 4 - ΤΗΛ. 231.268: [1030, 1268, 1160, 1276]
- article-headline: ΠΑΓΙΔΕΥΘΗΚΑΝ ΣΕ ΑΣΑΝΣΕΡ: [421, 726, 582, 737]
- khte-line: ΠΡΟΓΡΑΜΜΑΤΙΣΤΩΝ ΗΛΕΚΤΡΟΝΙΚΩΝ ΥΠΟΛΟΓΙΣΤΩΝ: [397, 1413, 606, 1441]
- article-headline: ΠΥΡΚΑΓΙΕΣ ΣΕ ΕΡΓΟΣΤΑΣΙΟ ΔΙΑΜΕΡΙΣΜΑ ΚΑΙ ΚΑΤΑΣΤΗΜΑ: [1012, 14, 1179, 37]
- aerotechniki-block: [1200, 931, 1570, 1449]
- paragraph: ΕΠΙΣΤΗΜΟΝΕΣ ἐκ τοῦ ἐξωτερικοῦ ἐμφανίζουν μεγάλην ἐπιθυμίαν συνεργασίας μὲ Ἕλληνας ἐπιστήμονας εἰς τὸν τομέα τῆς ὑγείας.: [1001, 1042, 1190, 1088]
- article-headline: ΘΑ ΓΙΝΗ ΣΥΓΚΕΝΤΡΩΣΙΣ 15.000.000 ΑΥΓΩΝ: [1028, 795, 1162, 816]
- paragraph: Ἐκ τῆς διευθύνσεως ἀστυνομίας ἀνακοινοῦται ὅτι εἰς τὴν ὑποδιεύθυνσιν εὑρημάτων εὑρίσκονται τὰ κάτωθι χρήματα καὶ εἴδη, τὰ ὁποῖα εὑρέθησαν ἐντὸς τῆς πόλεως καὶ φυλάσσονται διὰ τοὺς δικαιούχους αὐτῶν:: [28, 660, 197, 755]
- aero-sub: ΤΕΧΝΙΚΑΙ ΚΑΙ ΕΠΑΓΓΕΛΜΑΤΙΚΑΙ ΣΧΟΛΑΙ: [1307, 1270, 1508, 1279]
- english-teachers-ad: [625, 667, 994, 730]
- strategakis-ad: [1200, 648, 1570, 919]
- eukleidis-row: ΕΡΓΑΣΤΗΡΙΑ: 62 ἐργαστήρια ἐφαρμογῶν: [36, 1623, 218, 1633]
- paragraph: Τὸ Ἐμπορικὸν καὶ Βιομηχανικὸν Ἐπιμελητήριον Θεσσαλονίκης προκηρύσσει διαγωνισμὸν διὰ τὴν πλήρωσιν πέντε θέσεων ὑπαλλήλων. Οἱ ὑποψήφιοι πρέπει νὰ εἶναι πτυχιοῦχοι ἀνωτάτης σχολῆς καὶ νὰ γνωρίζουν μίαν ξένην γλῶσσαν. Αἱ αἰτήσεις ὑποβάλλονται μέχρι τῆς 12ης Ὀκτωβρίου.: [625, 585, 994, 632]
- ad-line: Ἀποταθῆτε: Φροντιστήριον Στρατηγάκη, Τσιμισκῆ 52.: [668, 714, 951, 724]
- announcement: [391, 1117, 612, 1208]
- announcement: [391, 972, 612, 1050]
- eukleidis-row: ΜΕΣΑΙ ΣΧΟΛΑΙ ΕΡΓΟΔΗΓΩΝ: [36, 1531, 173, 1541]
- paragraph: ΑΘΗΝΑΙ, 23.— Ἡ ἐπιτροπὴ τοῦ Κ.Ε.Ε. τῶν ὑπουργείων οἰκονομικῶν καὶ ἐμπορίου ἐνέκρινε τὴν παροχὴν κινήτρων διὰ τὴν ἐξαγωγὴν τυποποιημένων οἴνων εἰς τὰς ἀγορὰς τοῦ ἐξωτερικοῦ. Τὰ μέτρα ἀφοροῦν ἐπιδοτήσεις καὶ φορολογικὰς ἀπαλλαγάς.: [1001, 300, 1190, 394]
- khte-line: ΕΓΓΡΑΦΑΙ - ΠΛΗΡΟΦΟΡΙΑΙ ΚΑΘΗΜΕΡΙΝΩΣ: [419, 1447, 584, 1456]
- iatro-name: ΜΕΘΟΔΙΚΟ: [442, 1244, 562, 1265]
- paragraph: Ὁ ἴδιος νεαρὸς μὲ τὴν ἴδια τακτικὴ διέρρηξε κι ἄλλα δύο σπίτια. Στὸ ἕνα ἐτραυμάτισε ἐλαφρὰ ἕναν ἡλικιωμένο ποὺ προσπάθησε νὰ τὸν συλλάβει.: [1390, 427, 1570, 486]
- paragraph: Σημειοῦται, ὅτι ἐκτὸς τῶν ἀνακοινωθεισῶν, συνεφώνησαν καὶ ἄλλαι ἐμπορικαὶ πράξεις, αἱ ὁποῖαι θὰ ἀνακοινωθοῦν προσεχῶς. Αἱ ἐπισκέψεις τοῦ κοινοῦ ἀνῆλθον εἰς 1.200.000 ἄτομα.: [207, 240, 376, 323]
- announcement-body: Ἐπιτυχία πάντοτε τὸ μεγαλύτερο ἀριθμὸ ἐπιτυχόντων εἰς τὰς σχολάς. Ἐγγραφαὶ καθημερινῶς.: [391, 1075, 612, 1110]
- column-2: [391, 0, 612, 2324]
- paragraph: ΑΘΗΝΑΙ, 23.— Ἀπεφασίσθη ὅπως συγκεντρωθοῦν ὑπὸ τοῦ κράτους 15.000.000 αὐγά, διὰ τὴν προστασίαν τῶν πτηνοτρόφων ἐκ τῆς πτώσεως τῶν τιμῶν.: [1001, 819, 1190, 878]
- signature: Ὁ πρύτανις ΔΗΜΗΤΡΙΟΣ ΕΥΡΥΓΕΝΗΣ: [838, 508, 969, 531]
- lottery-item: 3. Τὰ κέρδη θὰ πληρώνωνται μέχρι 12-1-1975, ὅλως παραγραφέντων.: [635, 1064, 984, 1091]
- column-divider: [1194, 10, 1195, 2300]
- article-headline: ΘΕΣΕΙΣ ΒΟΗΘΗΤΙΚΟΥ ΔΙΔΑΚΤΙΚΟΥ ΠΡΟΣΩΠΙΚΟΥ ΕΙΣ ΤΟ ΔΗΜΟΚΡΙΤΕΙΟΝ ΠΑΝΕΠΙΣΤΗΜΙΟΝ ΘΡΑΚΗΣ: [635, 396, 984, 425]
- headline: Ἡ Ἔκθεσις Θεσσαλονίκης ἐσημείωσεν ἐπιτυχίαν εἰς τὸν ἐξωτερικὸν τομέα: [44, 81, 360, 159]
- article-headline: ΑΙ ΔΥΝΑΤΟΤΗΤΕΣ ΣΥΝΕΡΓΑΣΙΑΣ ΜΕ ΤΗΝ ΡΟΥΜΑΝΙΑΝ: [1007, 400, 1184, 422]
- frontistirion-line: Ἐπεβλήθη ἀνά τὸ ΠΑΝΕΛΛΗΝΙΟΝ διότι ἀποτελεῖ ἐγγύησιν ἀρτίας προπαρασκευῆς τῶν μαθητῶν του: [47, 1305, 356, 1333]
- paragraph: ΑΠΟΓΝΩΣΤΟΠΟΙΗΣΙΣ. Ἡ Γενικὴ Διεύθυνσις Κοινωνικῶν Ὑπηρεσιῶν ἀνακοινώνει τὸν δημόσιον διαγωνισμὸν διὰ τὴν ἐκτέλεσιν τοῦ ἔργου ἐπεκτάσεως τοῦ ἀποχετευτικοῦ δικτύου. Πληροφορίαι εἰς τηλ. 241.111.: [813, 181, 994, 264]
- column-3b: [1001, 0, 1190, 2324]
- paragraph: Τὰ βιβλία θὰ πρέπει νὰ εἶναι σύμφωνα πρὸς τὸ πνεῦμα τοῦ Συντάγματος τοῦ 1952 καὶ νὰ ἀναφέρωνται εἰς τὰς δημοκρατικὰς ἀρχὰς καὶ τὰς ἐλευθερίας τοῦ πολίτου.: [391, 283, 612, 330]
- article-headline: Η ΑΙΣΩΝΤΙΚΗ: [1061, 1094, 1129, 1104]
- olympiaki-sub: ΑΣΦΑΛΕΙΑΙ: [82, 1713, 215, 1738]
- announcement-title: ΑΡΙΣΤΟΤΕΛΕΙΟΝ ΦΡΟΝΤΙΣΤΗΡΙΟΝ: [418, 977, 585, 987]
- iatro-title: ΙΑΤΡΟΦΑΡΜΑΚΕΥΤΙΚΑΙ ΣΧΟΛΑΙ ΜΟΝΟ ΣΤΟ: [406, 1224, 597, 1244]
- khte-ad: [391, 1353, 612, 1462]
- aero-line: ΣΧΟΛΑΙ: [1372, 1011, 1444, 1031]
- zitountai-heading: ΖΗΤΟΥΝΤΑΙ: [459, 1290, 545, 1305]
- frontistirion-line: Διά Στρατιωτικὴν Ἰατρικὴν Σχολὴν Εὐελπίδων Σχολὴν Ἰκάρων: [39, 1204, 365, 1232]
- article-headline: ΠΡΟΣΩΡΙΝΕΣ ΔΙΑΣΚΕΥΑΣΤΕΣ: [1024, 939, 1167, 949]
- signature: Ὁ πρόεδρος ΜΙΧΑΗΛ ΔΙΑΜΑΝΤΗΣ: [755, 638, 864, 661]
- frontistirion-ad: [28, 957, 376, 1052]
- ad-brand: ΣΤΡΑΤΗΓΑΚΗΣ: [1208, 811, 1568, 864]
- aero-city: ΘΕΣΣΑΛΟΝΙΚΗΣ: [1333, 1279, 1482, 1299]
- eukleidis-sub: ΙΔΙΩΤΙΚΑΙ ΣΧΟΛΑΙ • ΕΤΟΣ ΙΔΡΥΣΕΩΣ 1930: [110, 1476, 295, 1486]
- paragraph: ΑΘΗΝΑΙ, 23.— Προκειμένου τὸ ὑπουργεῖον παιδείας νὰ προβῇ εἰς ἀντικατάστασιν τῶν βιβλίων ἀγωγῆς τοῦ πολίτου τῶν Ε' καὶ ΣΤ' γυμνασίου, καλοῦνται οἱ ἐκπαιδευτικοὶ συγγραφεῖς νὰ ὑποβάλουν σχετικὰ βιβλία. Ἡ προθεσμία ὑποβολῆς λήγει τὴν 30ὴν Σεπτεμβρίου 1974.: [391, 194, 612, 277]
- announcement-title: ΦΡΟΝΤΙΣΤΗΡΙΑ ΣΤΑΥΡΙΑΝΙΔΗ: [428, 1122, 575, 1132]
- eukleidis-addr: Ἀλεξ. Παπαναστασίου 13 Μοναστηρίου 12: [135, 1642, 312, 1662]
- headline: Ἐπικίνδυνος κλέφτης εἰσβάλλει σὲ σπίτια καὶ πλήττει ἐνοίκους: [1227, 45, 1543, 130]
- paragraph: ΑΘΗΝΑΙ, 23.— Ἡ τιμὴ διαθέσεως κρατικοῦ σογιελαίου καθορίζεται εἰς 26 δραχμὰς τὸ κιλὸν διὰ τοὺς χονδρεμπόρους καὶ 29 δραχμὰς διὰ τοὺς λιανοπωλητάς.: [1001, 730, 1190, 789]
- eukleidis-row: Μηχανοτεχνιτῶν • Ἠλεκτροτεχνιτῶν • Ραδιοτεχνιτῶν • Ξυλουργῶν • Ἐπιπλοποιῶν: [36, 1601, 351, 1622]
- lottery-item: α' Τὸ λαχνὸν τῶν 2.000.000 (κερδίσαν γραμμάτιον 110608) ἐπωλήθη ὑπὸ τοῦ πρακτορείου Θεσσαλονίκης κ. Α. Μητροπούλου.: [635, 1149, 984, 1190]
- paragraph: Ἡ ἐπιδρομὴ ἐξακολούθησε σὲ ἄλλα τρία διαμερίσματα τῆς ἴδιας περιοχῆς. Οἱ ἔνοικοι ἐκάλεσαν τὴν ἄμεσο δράση, ἀλλὰ μέχρι νὰ φθάσουν τὰ περιπολικὰ εἶχε ἐξαφανισθῇ.: [1200, 386, 1380, 457]
- ad-line: ΑΓΓΛΙΚΑ - ΓΑΛΛΙΚΑ: [1224, 764, 1546, 799]
- article-headline: ΣΚΟΤΩΘΗΚΕ ΑΠΟ ΚΕΡΑΥΝΟ: [1018, 884, 1173, 895]
- paragraph: ΑΘΗΝΑΙ, 23.— Ὡς ἀνεκοινώθη ἐκ τῆς ἀρχιεπισκοπῆς, ἡ ἐπιτροπὴ βοηθείας τῶν προσφύγων τῆς Κύπρου παρέλαβε μεγάλας ποσότητας εἰδῶν πρώτης ἀνάγκης, προσφορὰν ξένων ἐκκλησιῶν.: [1001, 539, 1190, 609]
- diakirykseis-banner: ΔΙΑΚΗΡΥΞΕΙΣ: [625, 30, 994, 75]
- frontistirion-ads: [28, 855, 376, 1343]
- lottery-subtitle: Ανακοινοί ότι:: [654, 915, 965, 961]
- frontistirion-ad: [28, 1248, 376, 1343]
- article-headline: Η ΤΙΜΗ ΔΙΑΘΕΣΕΩΣ ΚΡΑΤΙΚΟΥ ΣΟΓΙΕΛΑΙΟΥ: [1011, 705, 1180, 727]
- lottery-notice: [625, 736, 994, 1419]
- paragraph: ΑΘΗΝΑΙ, 23.— Ὑπεγράφη σήμερον μεταξὺ τῶν ἀντιπροσωπειῶν Ἑλλάδος καὶ Ρουμανίας πρωτόκολλον οἰκονομικῆς συνεργασίας. Προβλέπεται αὔξησις τοῦ ὄγκου τῶν ἐμπορικῶν συναλλαγῶν μεταξὺ τῶν δύο χωρῶν.: [1001, 425, 1190, 508]
- frontistirion-title: ΣΥΓΧΡΟΝΟΝ ΦΡΟΝΤΙΣΤΗΡΙΟΝ: [107, 1258, 298, 1301]
